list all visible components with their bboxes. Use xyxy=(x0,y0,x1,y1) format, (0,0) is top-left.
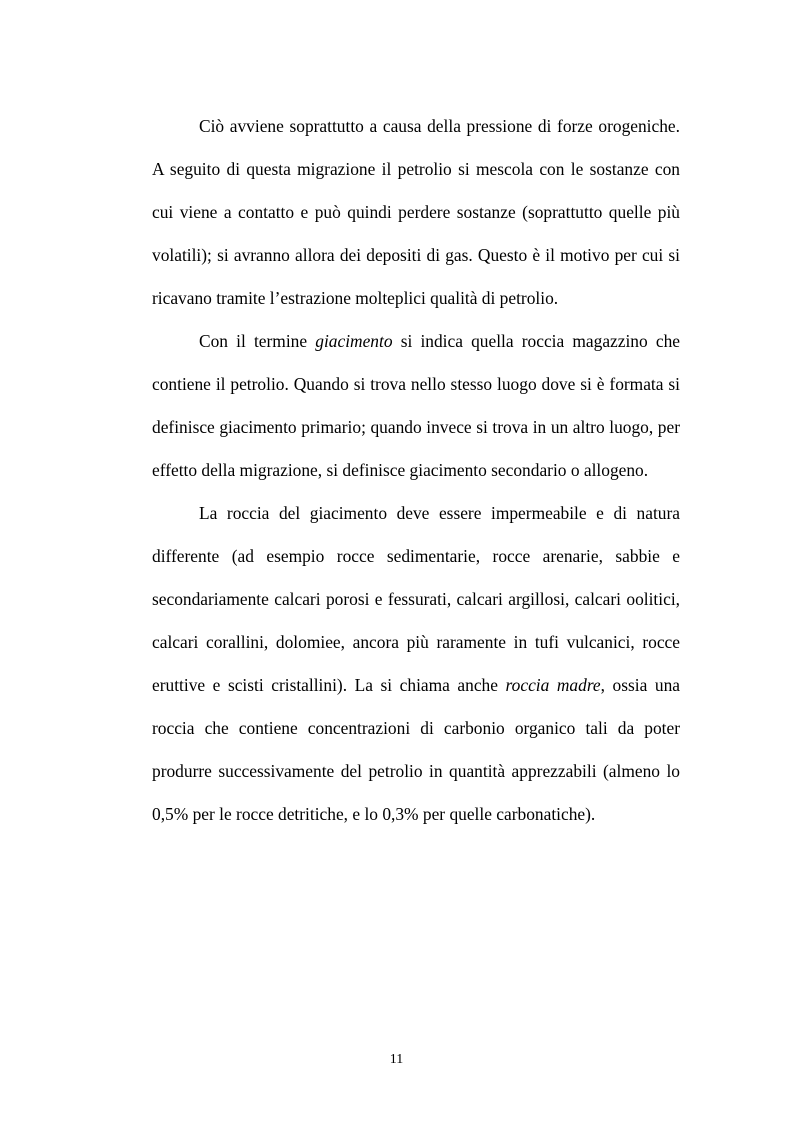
paragraph-3 xyxy=(152,492,680,836)
body-text xyxy=(152,105,680,836)
paragraph-3-text-start: La roccia del giacimento deve essere impermeabile e di natura differente (ad esempio rocce sedimentarie, rocce arenarie, sabbie e secondariamente calcari porosi e fessurati, calcari argillosi, calcari oolitici, calcari corallini, dolomiee, ancora più raramente in tufi vulcanici, rocce eruttive e scisti cristallini). La si chiama anche xyxy=(152,503,680,695)
paragraph-2-text-start: Con il termine xyxy=(199,331,316,351)
paragraph-1-text: Ciò avviene soprattutto a causa della pressione di forze orogeniche. A seguito di questa migrazione il petrolio si mescola con le sostanze con cui viene a contatto e può quindi perdere sostanze (soprattutto quelle più volatili); si avranno allora dei depositi di gas. Questo è il motivo per cui si ricavano tramite l’estrazione molteplici qualità di petrolio. xyxy=(152,116,680,308)
paragraph-2 xyxy=(152,320,680,492)
paragraph-1 xyxy=(152,105,680,320)
term-roccia-madre: roccia madre xyxy=(505,675,601,695)
paragraph-3-text-end: , ossia una roccia che contiene concentrazioni di carbonio organico tali da poter produrre successivamente del petrolio in quantità apprezzabili (almeno lo 0,5% per le rocce detritiche, e lo 0,3% per quelle carbonatiche). xyxy=(152,675,680,824)
paragraph-2-text-end: si indica quella roccia magazzino che contiene il petrolio. Quando si trova nello stesso luogo dove si è formata si definisce giacimento primario; quando invece si trova in un altro luogo, per effetto della migrazione, si definisce giacimento secondario o allogeno. xyxy=(152,331,680,480)
page-number: 11 xyxy=(389,1052,404,1067)
term-giacimento: giacimento xyxy=(315,331,393,351)
